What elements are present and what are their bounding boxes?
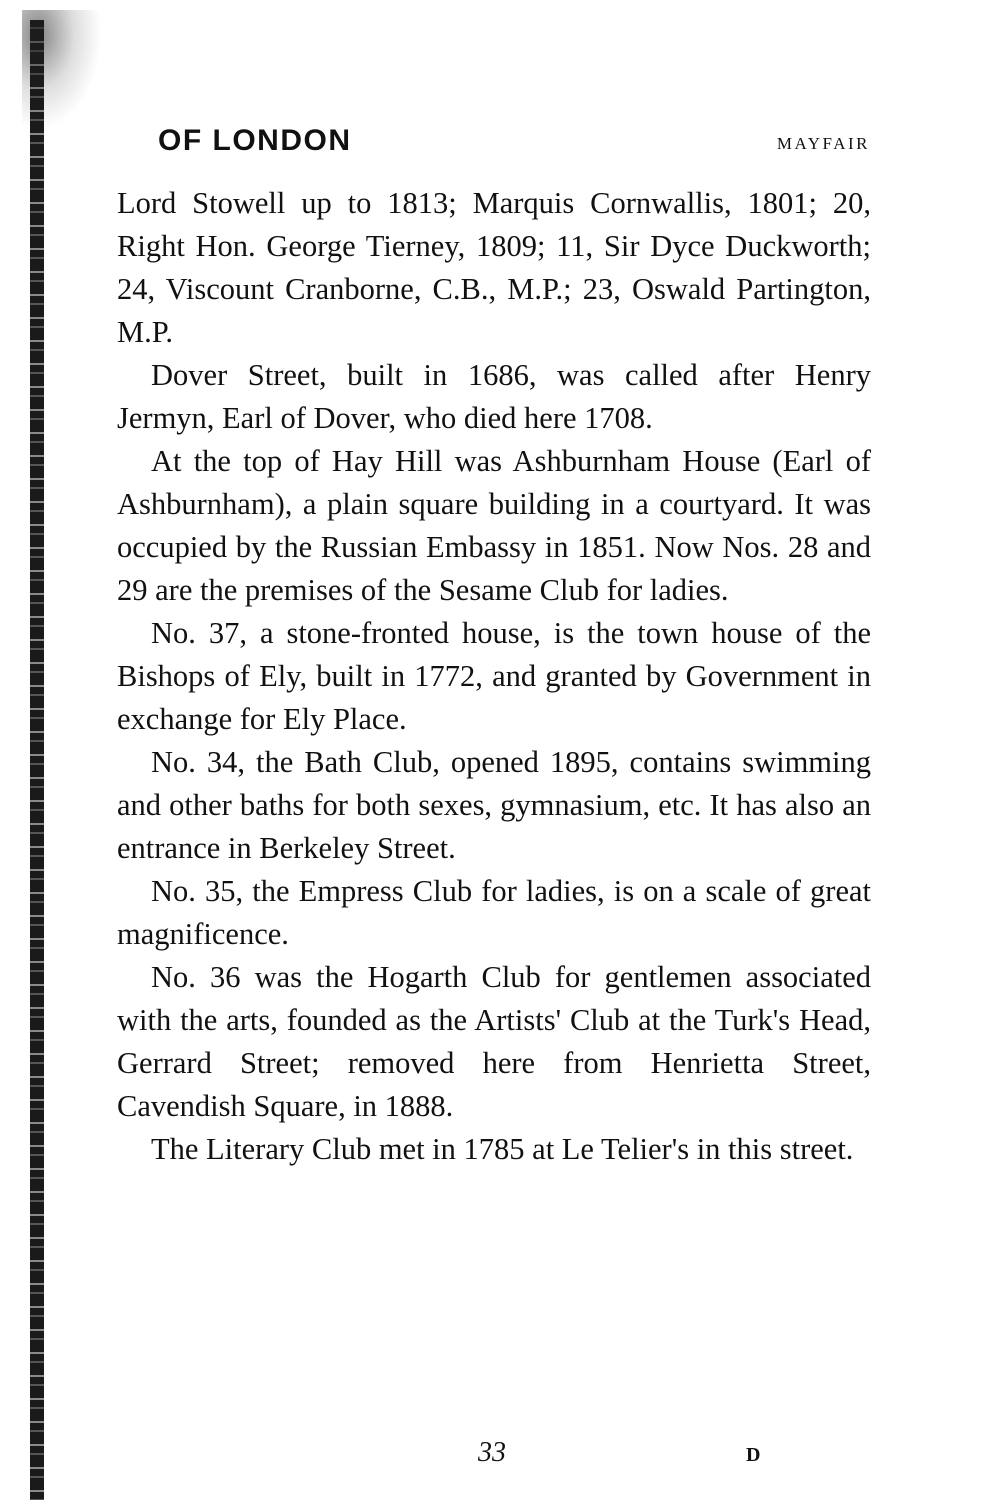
binding-edge bbox=[30, 20, 44, 1500]
paragraph-2: Dover Street, built in 1686, was called after Henry Jermyn, Earl of Dover, who died here 1708. bbox=[117, 358, 871, 435]
paragraph-5: No. 34, the Bath Club, opened 1895, contains swimming and other baths for both sexes, gymnasium, etc. It has also an entrance in Berkeley Street. bbox=[117, 745, 871, 865]
paragraph-7: No. 36 was the Hogarth Club for gentlemen associated with the arts, founded as the Artists' Club at the Turk's Head, Gerrard Street; removed here from Henrietta Street, Cavendish Square, in 1888. bbox=[117, 960, 871, 1123]
running-head bbox=[158, 124, 870, 164]
paragraph-8: The Literary Club met in 1785 at Le Telier's in this street. bbox=[151, 1132, 854, 1166]
page-number: 33 bbox=[478, 1437, 506, 1468]
paragraph-4: No. 37, a stone-fronted house, is the town house of the Bishops of Ely, built in 1772, and granted by Government in exchange for Ely Place. bbox=[117, 616, 871, 736]
signature-mark: D bbox=[746, 1444, 761, 1466]
binding-edge-fray bbox=[22, 10, 102, 130]
running-head-title: OF LONDON bbox=[158, 124, 352, 157]
paragraph-3: At the top of Hay Hill was Ashburnham House (Earl of Ashburnham), a plain square building in a courtyard. It was occupied by the Russian Embassy in 1851. Now Nos. 28 and 29 are the premises of the Sesame Club for ladies. bbox=[117, 444, 871, 607]
paragraph-1: Lord Stowell up to 1813; Marquis Cornwallis, 1801; 20, Right Hon. George Tierney, 1809; 11, Sir Dyce Duckworth; 24, Viscount Cranborne, C.B., M.P.; 23, Oswald Partington, M.P. bbox=[117, 186, 871, 349]
body-text bbox=[117, 182, 871, 1171]
paragraph-6: No. 35, the Empress Club for ladies, is on a scale of great magnificence. bbox=[117, 874, 871, 951]
running-head-section: MAYFAIR bbox=[776, 134, 870, 153]
